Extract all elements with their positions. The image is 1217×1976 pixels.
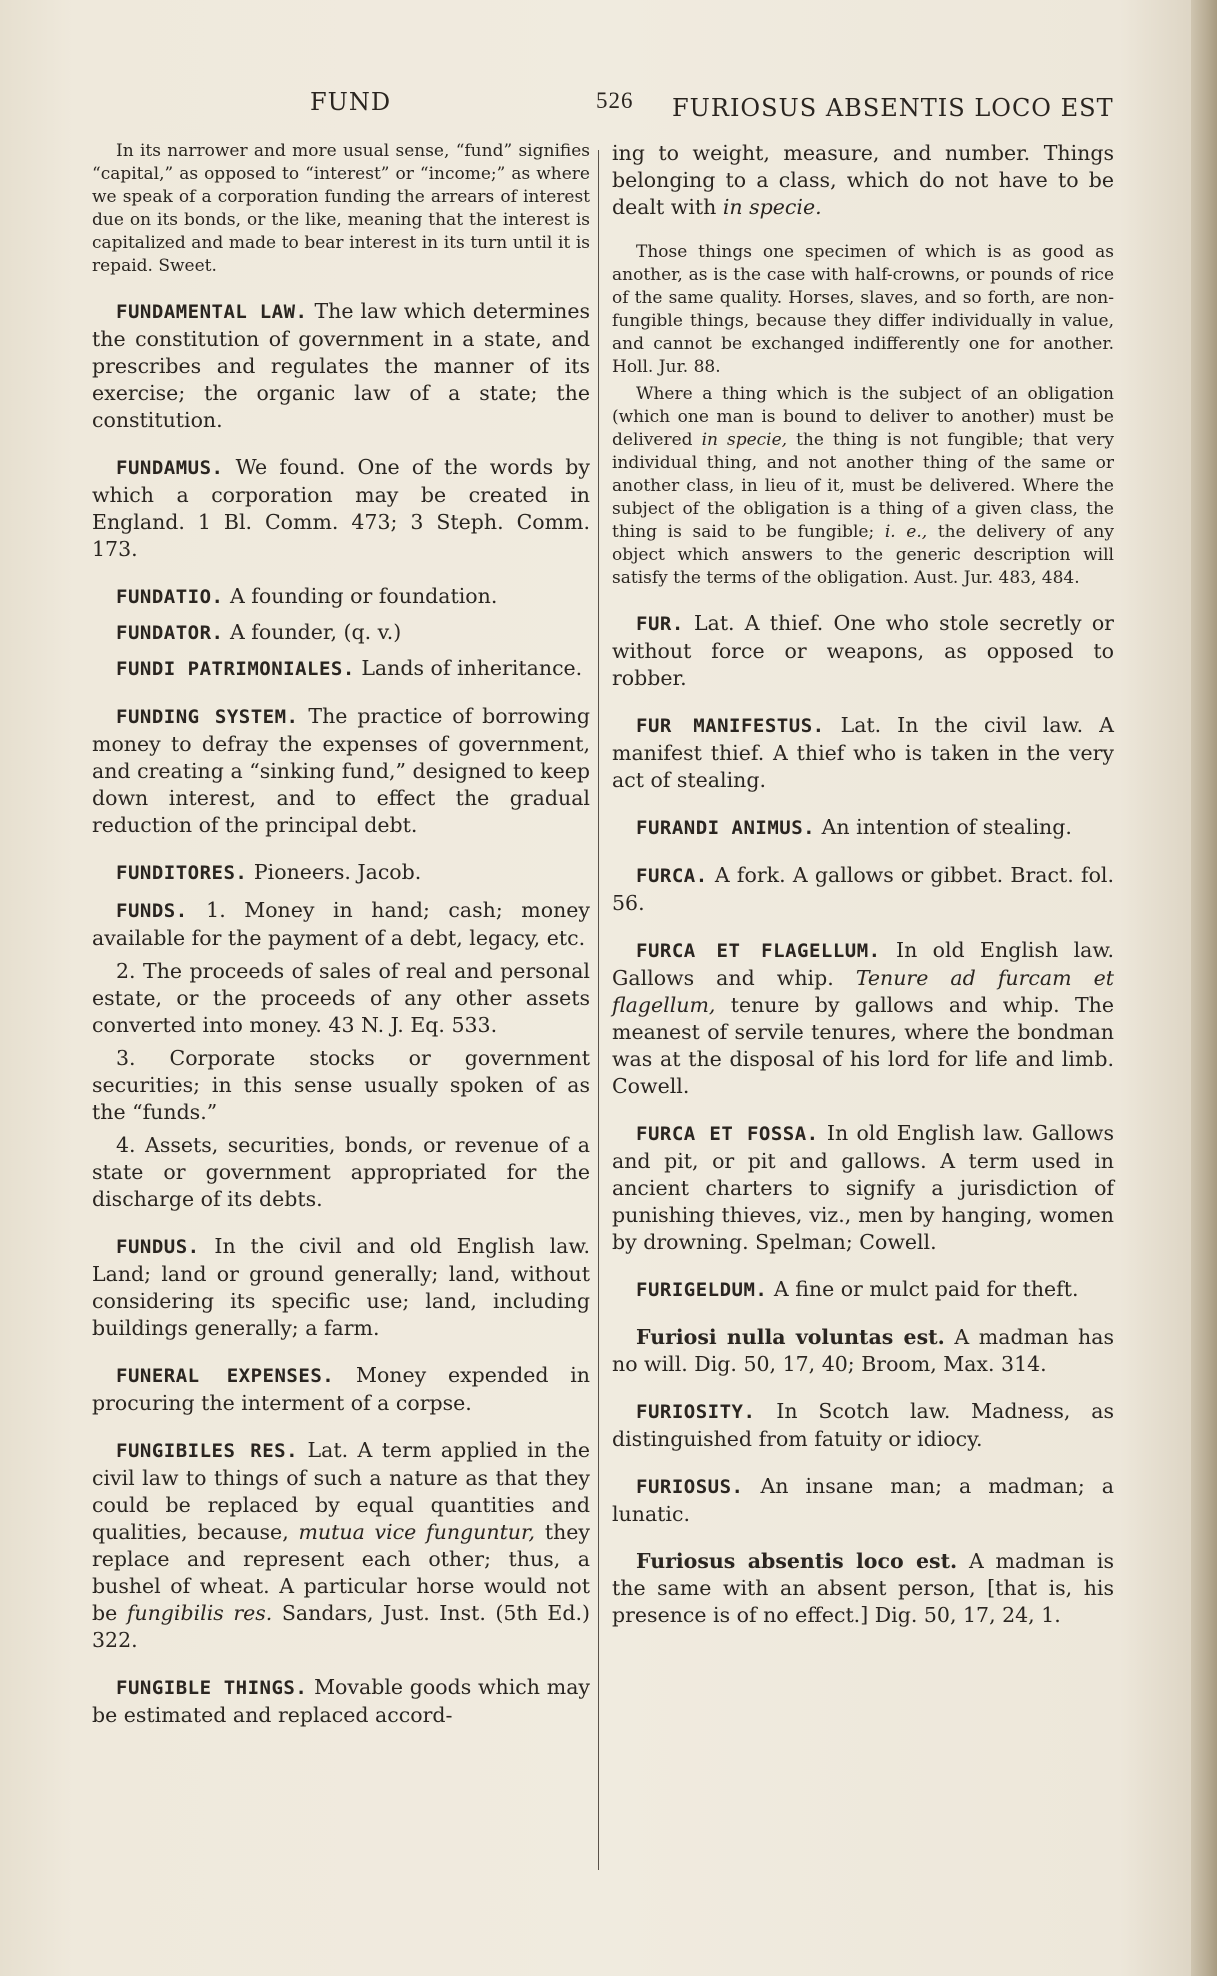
entry-furandi-animus xyxy=(612,814,1114,842)
entry-funding-system xyxy=(92,703,590,839)
entry-term: FUR MANIFESTUS. xyxy=(636,715,825,737)
entry-text: In old English law. Gallows and pit, or pit and gallows. A term used in ancient charters to signify a jurisdiction of punishing thieves, viz., men by hanging, women by drowning. Spelman; Cowell. xyxy=(612,1121,1114,1254)
entry-fungible-things xyxy=(92,1674,590,1729)
column-divider xyxy=(598,150,599,1870)
entry-furiosus-absentis xyxy=(612,1548,1114,1629)
entry-italic: in specie. xyxy=(722,195,822,219)
entry-text: The law which determines the constitution of government in a state, and prescribes and regulates the manner of its exercise; the organic law of a state; the constitution. xyxy=(92,299,590,432)
entry-text: Lat. In the civil law. A manifest thief. A thief who is taken in the very act of stealing. xyxy=(612,713,1114,792)
entry-text: they replace and represent each other; thus, a bushel of wheat. A particular horse would not be xyxy=(92,1520,590,1625)
entry-term: FUNDS. xyxy=(116,900,188,922)
entry-text: Where a thing which is the subject of an obligation (which one man is bound to deliver to another) must be delivered xyxy=(612,384,1114,450)
entry-furiosity xyxy=(612,1398,1114,1453)
entry-funds xyxy=(92,897,590,1213)
header-right-guide-word: FURIOSUS ABSENTIS LOCO EST xyxy=(672,94,1114,122)
entry-text: A founder, (q. v.) xyxy=(229,620,402,644)
header-left-guide-word: FUND xyxy=(310,88,392,116)
fungible-continuation xyxy=(612,140,1114,221)
entry-fungibiles-res xyxy=(92,1437,590,1654)
entry-text: 1. Money in hand; cash; money available for the payment of a debt, legacy, etc. xyxy=(92,898,590,950)
funds-sense-2: 2. The proceeds of sales of real and personal estate, or the proceeds of any other assets converted into money. 43 N. J. Eq. 533. xyxy=(92,959,590,1037)
entry-term: FURANDI ANIMUS. xyxy=(636,817,816,839)
entry-text: A madman is the same with an absent person, [that is, his presence is of no effect.] Dig. 50, 17, 24, 1. xyxy=(612,1549,1114,1627)
entry-text: In Scotch law. Madness, as distinguished from fatuity or idiocy. xyxy=(612,1399,1114,1451)
entry-furigeldum xyxy=(612,1276,1114,1304)
entry-term: Furiosi nulla voluntas est. xyxy=(636,1325,945,1349)
entry-text: An intention of stealing. xyxy=(821,815,1072,839)
entry-furca-et-flagellum xyxy=(612,937,1114,1100)
entry-text: In old English law. Gallows and whip. xyxy=(612,938,1114,990)
entry-italic: in specie, xyxy=(701,430,788,450)
entry-funeral-expenses xyxy=(92,1362,590,1417)
entry-term: FUNDATIO. xyxy=(116,586,224,608)
page-edge xyxy=(1191,0,1217,1976)
entry-text: Movable goods which may be estimated and replaced accord- xyxy=(92,1675,590,1727)
entry-text: Pioneers. Jacob. xyxy=(253,860,422,884)
entry-furiosi-maxim xyxy=(612,1324,1114,1378)
entry-text: The practice of borrowing money to defray the expenses of government, and creating a “sinking fund,” designed to keep down interest, and to effect the gradual reduction of the principal debt. xyxy=(92,704,590,837)
entry-term: FUNERAL EXPENSES. xyxy=(116,1365,335,1387)
entry-term: FURIOSUS. xyxy=(636,1476,744,1498)
entry-term: FUR. xyxy=(636,613,684,635)
entry-term: FURIGELDUM. xyxy=(636,1279,768,1301)
entry-term: FUNDUS. xyxy=(116,1236,200,1258)
entry-term: FUNDITORES. xyxy=(116,862,248,884)
entry-text: the delivery of any object which answers to the generic description will satisfy the terms of the obligation. Aust. Jur. 483, 484. xyxy=(612,522,1114,588)
entry-term: Furiosus absentis loco est. xyxy=(636,1549,958,1573)
entry-italic: fungibilis res. xyxy=(126,1601,273,1625)
entry-fundator xyxy=(92,619,590,647)
entry-text: Lat. A term applied in the civil law to things of such a nature as that they could be replaced by equal quantities and qualities, because, xyxy=(92,1438,590,1544)
entry-term: FURCA. xyxy=(636,865,708,887)
running-header xyxy=(0,88,1217,128)
entry-text: A fork. A gallows or gibbet. Bract. fol. 56. xyxy=(612,863,1114,915)
entry-funditores xyxy=(92,859,590,887)
entry-text: A fine or mulct paid for theft. xyxy=(773,1277,1079,1301)
entry-text: Lands of inheritance. xyxy=(361,656,583,680)
entry-fundi-patrimoniales xyxy=(92,655,590,683)
entry-text: ing to weight, measure, and number. Things belonging to a class, which do not have to be dealt with xyxy=(612,141,1114,219)
entry-term: FUNDI PATRIMONIALES. xyxy=(116,658,355,680)
entry-text: the thing is not fungible; that very individual thing, and not another thing of the same or another class, in lieu of it, must be delivered. Where the subject of the obligation is a thing of a given class, the thing is said to be fungible; xyxy=(612,430,1114,542)
entry-fundamental-law xyxy=(92,298,590,434)
entry-term: FUNGIBILES RES. xyxy=(116,1440,299,1462)
fungible-note-2 xyxy=(612,383,1114,590)
entry-text: A madman has no will. Dig. 50, 17, 40; Broom, Max. 314. xyxy=(612,1325,1114,1376)
entry-text: Sandars, Just. Inst. (5th Ed.) 322. xyxy=(92,1601,590,1652)
entry-text: A founding or foundation. xyxy=(229,584,498,608)
entry-italic: mutua vice funguntur, xyxy=(298,1520,536,1544)
entry-term: FUNDAMENTAL LAW. xyxy=(116,301,308,323)
entry-furca-et-fossa xyxy=(612,1120,1114,1256)
entry-text: We found. One of the words by which a corporation may be created in England. 1 Bl. Comm. 473; 3 Steph. Comm. 173. xyxy=(92,455,590,561)
right-column xyxy=(612,140,1114,1649)
entry-text: An insane man; a madman; a lunatic. xyxy=(612,1474,1114,1526)
entry-text: Money expended in procuring the interment of a corpse. xyxy=(92,1363,590,1415)
entry-italic: i. e., xyxy=(884,522,928,542)
left-column xyxy=(92,140,590,1749)
entry-fundus xyxy=(92,1233,590,1342)
entry-term: FUNGIBLE THINGS. xyxy=(116,1677,308,1699)
entry-term: FUNDING SYSTEM. xyxy=(116,706,299,728)
entry-italic: Tenure ad furcam et flagellum, xyxy=(612,966,1114,1017)
funds-sense-3: 3. Corporate stocks or government securities; in this sense usually spoken of as the “funds.” xyxy=(92,1046,590,1124)
entry-text: tenure by gallows and whip. The meanest of servile tenures, where the bondman was at the disposal of his lord for life and limb. Cowell. xyxy=(612,993,1114,1098)
entry-term: FURCA ET FLAGELLUM. xyxy=(636,940,881,962)
fungible-note-1: Those things one specimen of which is as good as another, as is the case with half-crowns, or pounds of rice of the same quality. Horses, slaves, and so forth, are non-fungible things, because they differ individually in value, and cannot be exchanged indifferently one for another. Holl. Jur. 88. xyxy=(612,242,1114,377)
fund-continuation: In its narrower and more usual sense, “fund” signifies “capital,” as opposed to “interest” or “income;” as where we speak of a corporation funding the arrears of interest due on its bonds, or the like, meaning that the interest is capitalized and made to bear interest in its turn until it is repaid. Sweet. xyxy=(92,141,590,276)
entry-term: FURIOSITY. xyxy=(636,1401,756,1423)
entry-fundatio xyxy=(92,583,590,611)
entry-text: In the civil and old English law. Land; land or ground generally; land, without considering its specific use; land, including buildings generally; a farm. xyxy=(92,1234,590,1340)
entry-furca xyxy=(612,862,1114,917)
entry-term: FUNDATOR. xyxy=(116,622,224,644)
funds-sense-4: 4. Assets, securities, bonds, or revenue of a state or government appropriated for the discharge of its debts. xyxy=(92,1133,590,1211)
entry-term: FURCA ET FOSSA. xyxy=(636,1123,819,1145)
entry-text: Lat. A thief. One who stole secretly or without force or weapons, as opposed to robber. xyxy=(612,611,1114,690)
entry-fur xyxy=(612,610,1114,692)
entry-fundamus xyxy=(92,454,590,563)
entry-fur-manifestus xyxy=(612,712,1114,794)
page-number: 526 xyxy=(596,88,634,113)
entry-term: FUNDAMUS. xyxy=(116,457,224,479)
funds-sense-1 xyxy=(92,897,590,952)
entry-furiosus xyxy=(612,1473,1114,1528)
